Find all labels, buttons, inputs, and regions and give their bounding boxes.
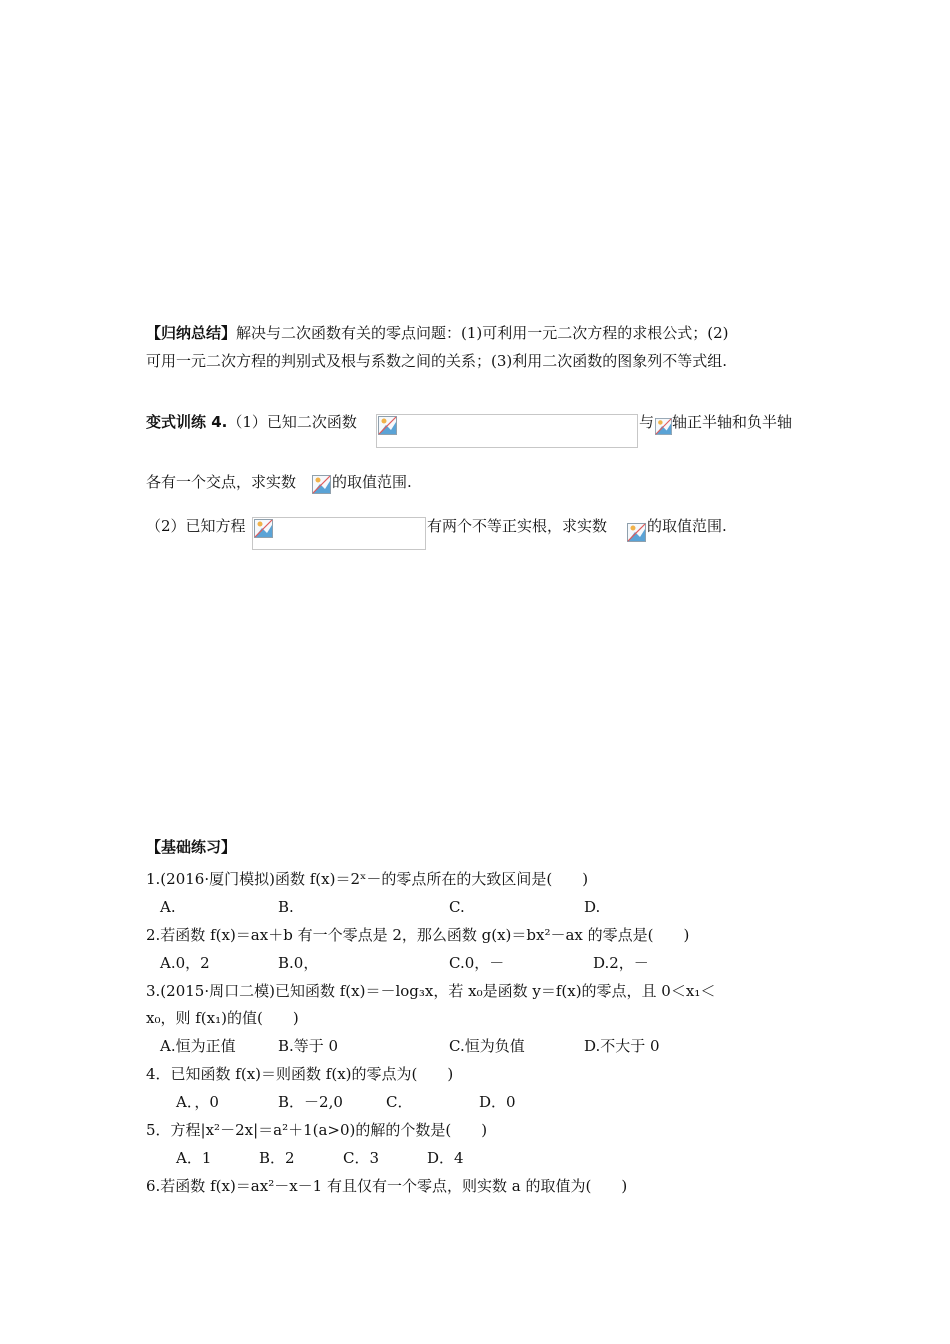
q5-option-b: B．2 [259, 1149, 295, 1167]
summary-line2: 可用一元二次方程的判别式及根与系数之间的关系；(3)利用二次函数的图象列不等式组. [146, 352, 728, 370]
q3-option-a: A.恒为正值 [160, 1037, 236, 1055]
question-4: 4．已知函数 f(x)＝则函数 f(x)的零点为( ) [146, 1065, 454, 1083]
variant-p1-line2-b: 的取值范围. [332, 473, 412, 491]
question-1: 1.(2016·厦门模拟)函数 f(x)＝2ˣ－的零点所在的大致区间是( ) [146, 870, 589, 888]
variant-title: 变式训练 4. [146, 413, 228, 431]
broken-image-icon [378, 416, 397, 439]
variant-p1-b: 与 [639, 413, 655, 431]
variant-p1-a: （1）已知二次函数 [227, 413, 357, 431]
q2-option-a: A.0，2 [160, 954, 210, 972]
summary-text1: 解决与二次函数有关的零点问题：(1)可利用一元二次方程的求根公式；(2) [236, 324, 729, 342]
question-3-line1: 3.(2015·周口二模)已知函数 f(x)＝－log₃x，若 x₀是函数 y＝f(x)的零点，且 0＜x₁＜ [146, 982, 716, 1000]
q4-option-d: D．0 [479, 1093, 516, 1111]
broken-image-icon [627, 523, 646, 546]
variant-p2-c: 的取值范围. [647, 517, 727, 535]
q4-option-c: C． [386, 1093, 413, 1111]
q3-option-b: B.等于 0 [278, 1037, 339, 1055]
variant-p1-line2-a: 各有一个交点，求实数 [146, 473, 297, 491]
broken-image-icon [655, 418, 672, 439]
q5-option-c: C．3 [343, 1149, 380, 1167]
q1-option-c: C. [449, 898, 465, 916]
q3-option-d: D.不大于 0 [584, 1037, 660, 1055]
q2-option-c: C.0，－ [449, 954, 505, 972]
summary-line1 [146, 322, 729, 344]
variant-line1 [146, 411, 357, 433]
question-2: 2.若函数 f(x)＝ax＋b 有一个零点是 2，那么函数 g(x)＝bx²－ax 的零点是( ) [146, 926, 690, 944]
summary-title: 【归纳总结】 [146, 324, 237, 342]
q1-option-b: B. [278, 898, 294, 916]
q5-option-a: A．1 [176, 1149, 212, 1167]
q5-option-d: D．4 [427, 1149, 464, 1167]
variant-p1-b-wrap [639, 411, 654, 433]
formula-placeholder-box [376, 414, 638, 448]
q2-option-b: B.0， [278, 954, 319, 972]
variant-p1-c: 轴正半轴和负半轴 [672, 413, 793, 431]
q4-option-b: B．－2,0 [278, 1093, 343, 1111]
variant-p2-a: （2）已知方程 [146, 517, 246, 535]
question-3-line2: x₀，则 f(x₁)的值( ) [146, 1009, 299, 1027]
variant-p1-line2 [146, 471, 296, 493]
q3-option-c: C.恒为负值 [449, 1037, 525, 1055]
basic-title: 【基础练习】 [146, 838, 237, 856]
broken-image-icon [254, 519, 273, 542]
question-6: 6.若函数 f(x)＝ax²－x－1 有且仅有一个零点，则实数 a 的取值为( ) [146, 1177, 628, 1195]
q2-option-d: D.2，－ [593, 954, 649, 972]
q1-option-a: A. [160, 898, 176, 916]
q4-option-a: A．，0 [176, 1093, 219, 1111]
variant-p2-b: 有两个不等正实根，求实数 [427, 517, 608, 535]
formula-placeholder-box [252, 517, 426, 550]
question-5: 5．方程|x²－2x|＝a²＋1(a>0)的解的个数是( ) [146, 1121, 488, 1139]
q1-option-d: D. [584, 898, 601, 916]
broken-image-icon [312, 475, 331, 498]
